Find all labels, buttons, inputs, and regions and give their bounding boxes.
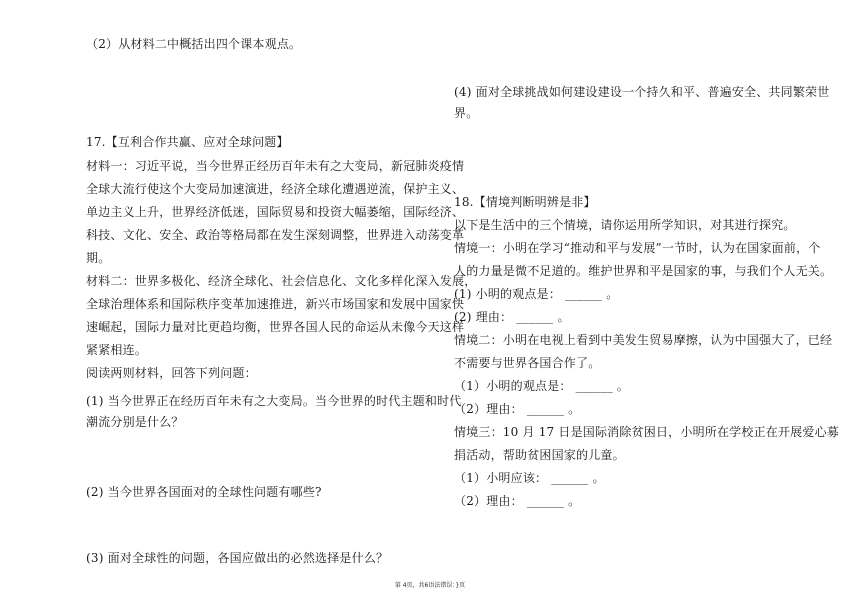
q17-question-4-line: 界。 <box>454 106 479 120</box>
q18-scene2-question-1: （1）小明的观点是： ______ 。 <box>454 379 630 393</box>
q18-scene1-line: 人的力量是微不足道的。维护世界和平是国家的事，与我们个人无关。 <box>454 264 833 278</box>
q17-material1-line: 材料一：习近平说，当今世界正经历百年未有之大变局，新冠肺炎疫情 <box>86 159 465 173</box>
q17-question-4-line: (4) 面对全球挑战如何建设建设一个持久和平、普遍安全、共同繁荣世 <box>454 85 830 99</box>
q17-material2-line: 紧紧相连。 <box>86 343 148 357</box>
q17-title: 17.【互利合作共赢、应对全球问题】 <box>86 135 289 149</box>
q18-scene3-question-1: （1）小明应该： ______ 。 <box>454 471 605 485</box>
q17-question-3: (3) 面对全球性的问题，各国应做出的必然选择是什么？ <box>86 551 389 565</box>
q18-scene2-line: 情境二：小明在电视上看到中美发生贸易摩擦，认为中国强大了，已经 <box>454 333 833 347</box>
q17-material1-line: 科技、文化、安全、政治等格局都在发生深刻调整，世界进入动荡变革 <box>86 228 465 242</box>
q17-material2-line: 材料二：世界多极化、经济全球化、社会信息化、文化多样化深入发展， <box>86 274 477 288</box>
q17-question-1-line: 潮流分别是什么？ <box>86 415 184 429</box>
q17-material2-line: 速崛起，国际力量对比更趋均衡，世界各国人民的命运从未像今天这样 <box>86 320 465 334</box>
q18-title: 18.【情境判断明辨是非】 <box>454 195 596 209</box>
q18-scene2-question-2: （2）理由： ______ 。 <box>454 402 581 416</box>
q17-instruction: 阅读两则材料，回答下列问题： <box>86 366 257 380</box>
q18-scene3-line: 情境三：10 月 17 日是国际消除贫困日，小明所在学校正在开展爱心募 <box>454 425 839 439</box>
q17-material1-line: 单边主义上升，世界经济低迷，国际贸易和投资大幅萎缩，国际经济、 <box>86 205 465 219</box>
q17-question-1-line: (1) 当今世界正在经历百年未有之大变局。当今世界的时代主题和时代 <box>86 394 462 408</box>
q18-scene1-question-2: (2) 理由： ______ 。 <box>454 310 570 324</box>
q17-material1-line: 期。 <box>86 251 111 265</box>
q17-material1-line: 全球大流行使这个大变局加速演进，经济全球化遭遇逆流，保护主义、 <box>86 182 465 196</box>
q17-question-2: (2) 当今世界各国面对的全球性问题有哪些? <box>86 485 322 499</box>
page-footer: 第 4页，共6语法错误：}页 <box>394 582 466 589</box>
q18-scene3-line: 捐活动，帮助贫困国家的儿童。 <box>454 448 625 462</box>
q18-scene3-question-2: （2）理由： ______ 。 <box>454 494 581 508</box>
q18-scene2-line: 不需要与世界各国合作了。 <box>454 356 601 370</box>
q18-intro: 以下是生活中的三个情境，请你运用所学知识，对其进行探究。 <box>454 218 796 232</box>
q16-subquestion-2: （2）从材料二中概括出四个课本观点。 <box>86 37 302 51</box>
q18-scene1-question-1: (1) 小明的观点是： ______ 。 <box>454 287 619 301</box>
q18-scene1-line: 情境一：小明在学习“推动和平与发展”一节时，认为在国家面前，个 <box>454 241 821 255</box>
q17-material2-line: 全球治理体系和国际秩序变革加速推进，新兴市场国家和发展中国家快 <box>86 297 465 311</box>
